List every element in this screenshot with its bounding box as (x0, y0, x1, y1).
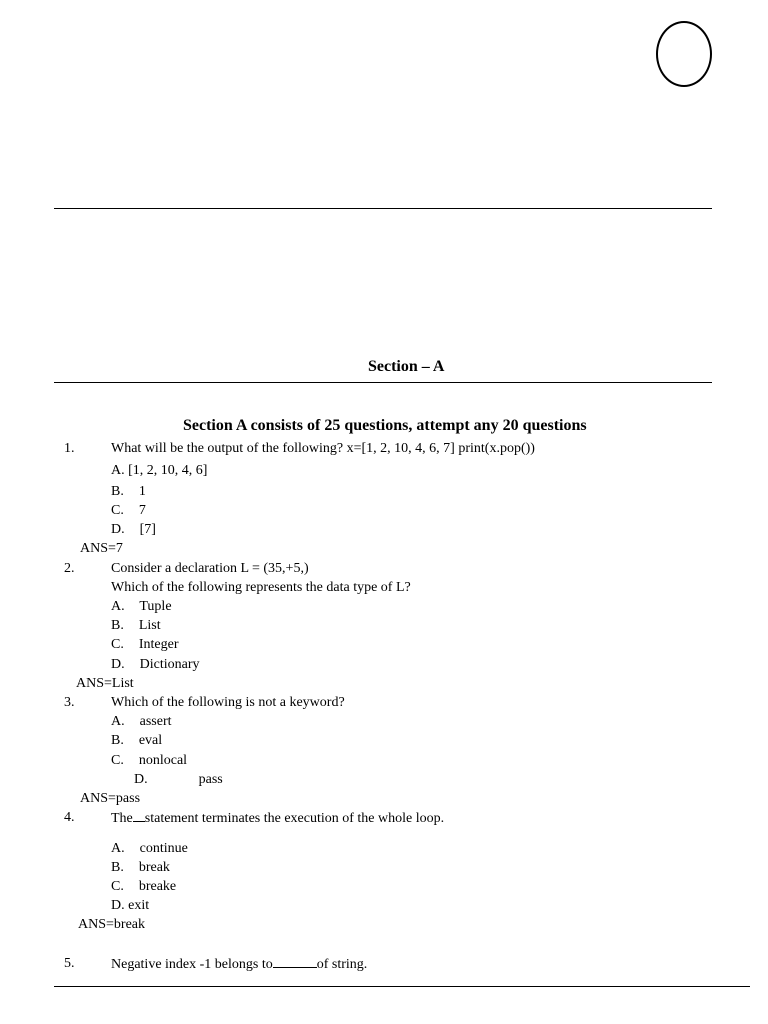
option-c (111, 637, 179, 653)
answer-line: ANS=7 (80, 541, 123, 556)
option-text: List (138, 618, 161, 633)
option-d (111, 898, 149, 914)
option-letter: D. (111, 657, 125, 672)
option-text: continue (139, 841, 188, 856)
option-text: Dictionary (139, 657, 200, 672)
option-letter: C. (111, 753, 124, 768)
option-letter: C. (111, 503, 124, 518)
option-d (111, 657, 200, 673)
question-text: Consider a declaration L = (35,+5,) (111, 561, 309, 576)
option-letter: D. (111, 898, 125, 913)
blank-oval-mark (656, 21, 712, 87)
option-text: Tuple (139, 599, 172, 614)
question-text: What will be the output of the following? x=[1, 2, 10, 4, 6, 7] print(x.pop()) (111, 441, 535, 456)
question-text-part: of string. (316, 957, 368, 972)
option-letter: A. (111, 714, 125, 729)
option-text: eval (138, 733, 163, 748)
option-letter: A. (111, 841, 125, 856)
option-b (111, 618, 161, 634)
fill-blank (273, 956, 317, 968)
question-text: Which of the following is not a keyword? (111, 695, 345, 710)
option-text: nonlocal (138, 753, 188, 768)
question-text-part: Negative index -1 belongs to (111, 957, 273, 972)
option-letter: B. (111, 733, 124, 748)
option-d (134, 772, 223, 788)
option-text: pass (198, 772, 223, 787)
answer-line: ANS=List (76, 676, 134, 691)
question-number: 5. (64, 956, 75, 971)
option-c (111, 753, 187, 769)
option-text: exit (128, 898, 150, 913)
header-rule (54, 208, 712, 209)
option-letter: D. (111, 522, 125, 537)
question-text-part: The (111, 811, 133, 826)
answer-line: ANS=break (78, 917, 145, 932)
question-number: 4. (64, 810, 75, 825)
option-text: assert (139, 714, 172, 729)
option-letter: D. (134, 772, 148, 787)
option-a (111, 463, 207, 479)
option-c (111, 503, 146, 519)
option-text: break (138, 860, 170, 875)
fill-blank (133, 810, 145, 822)
option-b (111, 733, 162, 749)
option-text: breake (138, 879, 177, 894)
question-text (111, 956, 367, 973)
option-letter: A. (111, 463, 125, 478)
option-b (111, 860, 170, 876)
question-text (111, 810, 444, 827)
option-c (111, 879, 176, 895)
option-b (111, 484, 146, 500)
option-letter: C. (111, 637, 124, 652)
option-text: 7 (138, 503, 146, 518)
question-text-part: statement terminates the execution of the whole loop. (144, 811, 445, 826)
option-letter: C. (111, 879, 124, 894)
option-letter: B. (111, 484, 124, 499)
option-text: 1 (138, 484, 146, 499)
option-text: Integer (138, 637, 179, 652)
question-text: Which of the following represents the data type of L? (111, 580, 411, 595)
question-number: 2. (64, 561, 75, 576)
option-a (111, 714, 172, 730)
section-instructions: Section A consists of 25 questions, attempt any 20 questions (183, 417, 587, 434)
option-letter: B. (111, 860, 124, 875)
question-number: 1. (64, 441, 75, 456)
option-a (111, 841, 188, 857)
option-text: [7] (139, 522, 156, 537)
question-number: 3. (64, 695, 75, 710)
section-rule (54, 382, 712, 383)
option-text: [1, 2, 10, 4, 6] (128, 463, 208, 478)
section-title: Section – A (368, 358, 445, 375)
option-letter: A. (111, 599, 125, 614)
answer-line: ANS=pass (80, 791, 141, 806)
option-a (111, 599, 172, 615)
option-letter: B. (111, 618, 124, 633)
footer-rule (54, 986, 750, 987)
option-d (111, 522, 156, 538)
